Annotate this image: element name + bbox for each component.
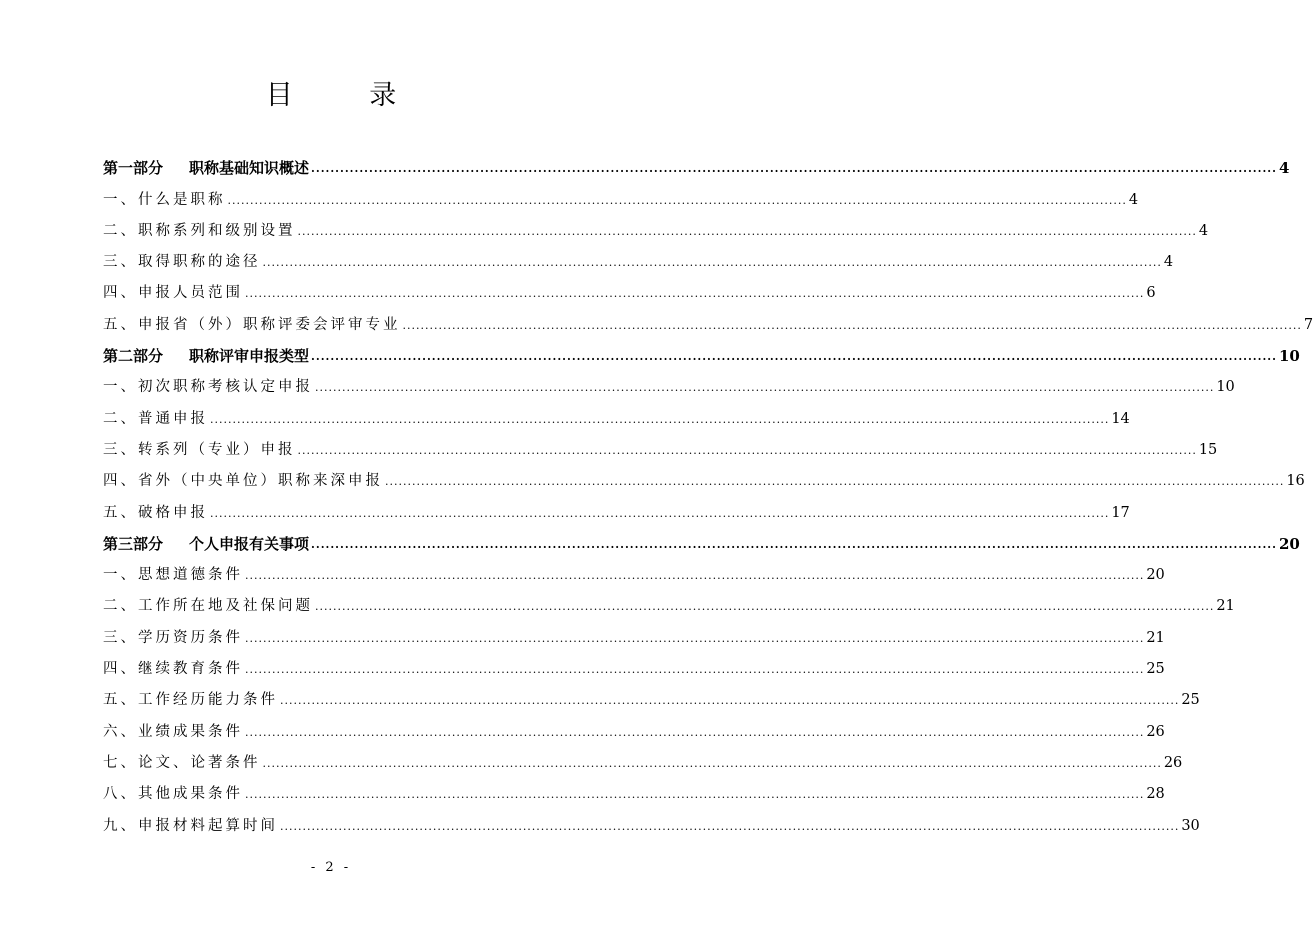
toc-item-page: 26 [1146,723,1165,740]
toc-item[interactable] [103,177,1139,208]
toc-item-label: 五、申报省（外）职称评委会评审专业 [103,316,401,333]
toc-item-label: 三、转系列（专业）申报 [103,441,296,458]
toc-section-1[interactable] [103,146,1290,178]
dot-leader: ........................................................................................................................................................................................................ [315,381,1215,395]
dot-leader: ........................................................................................................................................................................................................ [262,756,1162,770]
section-name: 个人申报有关事项 [189,534,310,553]
toc-item-label: 六、业绩成果条件 [103,723,243,740]
toc-item-label: 九、申报材料起算时间 [103,817,278,834]
dot-leader: ........................................................................................................................................................................................................ [245,569,1145,583]
toc-item[interactable] [103,647,1165,678]
toc-item-page: 7 [1303,316,1313,333]
toc-item[interactable] [103,615,1165,646]
section-name: 职称基础知识概述 [189,159,310,178]
toc-item[interactable] [103,553,1165,584]
toc-item[interactable] [103,240,1174,271]
section-part: 第三部分 [103,534,164,553]
dot-leader: ........................................................................................................................................................................................................ [245,788,1145,802]
toc-section-3[interactable] [103,522,1300,553]
dot-leader: ........................................................................................................................................................................................................ [210,506,1110,520]
toc-item-label: 五、工作经历能力条件 [103,692,278,709]
toc-item[interactable] [103,428,1218,459]
toc-item-page: 6 [1146,285,1156,302]
toc-title: 目 录 [265,80,431,111]
dot-leader: ........................................................................................................................................................................................................ [297,443,1197,457]
toc-item[interactable] [103,490,1130,521]
section-page: 10 [1278,347,1300,366]
toc-item-label: 二、职称系列和级别设置 [103,222,296,239]
dot-leader: ........................................................................................................................................................................................................ [311,350,1277,364]
toc-item-page: 4 [1198,222,1209,239]
toc-item-page: 21 [1146,629,1165,646]
toc-item[interactable] [103,741,1183,772]
toc-item-label: 三、取得职称的途径 [103,254,261,271]
toc-item-page: 10 [1216,379,1235,396]
toc-item-page: 28 [1146,786,1165,803]
dot-leader: ........................................................................................................................................................................................................ [245,725,1145,739]
toc-item[interactable] [103,365,1235,396]
toc-item-page: 17 [1111,504,1130,521]
dot-leader: ........................................................................................................................................................................................................ [402,318,1302,332]
section-page: 4 [1278,159,1290,178]
toc-item-page: 15 [1198,441,1218,458]
toc-item-page: 14 [1111,410,1130,427]
toc-item-page: 25 [1181,692,1200,709]
dot-leader: ........................................................................................................................................................................................................ [245,631,1145,645]
section-part: 第一部分 [103,159,164,178]
toc-section-2[interactable] [103,334,1300,366]
toc-item[interactable] [103,396,1130,427]
toc-item[interactable] [103,772,1165,803]
toc-item-label: 一、什么是职称 [103,191,226,208]
dot-leader: ........................................................................................................................................................................................................ [315,600,1215,614]
toc-item[interactable] [103,709,1165,740]
page-number: - 2 - [310,860,352,875]
dot-leader: ........................................................................................................................................................................................................ [280,819,1180,833]
dot-leader: ........................................................................................................................................................................................................ [227,193,1127,207]
dot-leader: ........................................................................................................................................................................................................ [262,256,1162,270]
toc-item-label: 七、论文、论著条件 [103,754,261,771]
toc-item[interactable] [103,209,1209,240]
toc-item[interactable] [103,803,1200,834]
toc-item-page: 4 [1163,254,1174,271]
toc-item-label: 四、申报人员范围 [103,285,243,302]
table-of-contents [103,146,1313,835]
toc-item-label: 四、继续教育条件 [103,661,243,678]
toc-item-page: 30 [1181,817,1200,834]
dot-leader: ........................................................................................................................................................................................................ [311,162,1277,176]
toc-item-label: 二、工作所在地及社保问题 [103,598,313,615]
toc-item-label: 四、省外（中央单位）职称来深申报 [103,473,383,490]
toc-item-label: 一、初次职称考核认定申报 [103,379,313,396]
dot-leader: ........................................................................................................................................................................................................ [280,694,1180,708]
toc-item[interactable] [103,459,1305,490]
dot-leader: ........................................................................................................................................................................................................ [311,537,1277,551]
toc-item-page: 25 [1146,661,1165,678]
section-part: 第二部分 [103,347,164,366]
toc-item-label: 五、破格申报 [103,504,208,521]
dot-leader: ........................................................................................................................................................................................................ [210,412,1110,426]
toc-item-page: 4 [1128,191,1139,208]
dot-leader: ........................................................................................................................................................................................................ [245,287,1145,301]
section-name: 职称评审申报类型 [189,347,310,366]
dot-leader: ........................................................................................................................................................................................................ [297,224,1197,238]
toc-item-page: 16 [1286,473,1305,490]
toc-item-page: 26 [1163,754,1183,771]
toc-item-label: 一、思想道德条件 [103,567,243,584]
toc-item-label: 三、学历资历条件 [103,629,243,646]
toc-item[interactable] [103,678,1200,709]
dot-leader: ........................................................................................................................................................................................................ [245,663,1145,677]
section-page: 20 [1278,534,1300,553]
toc-item-label: 八、其他成果条件 [103,786,243,803]
toc-item[interactable] [103,584,1235,615]
dot-leader: ........................................................................................................................................................................................................ [385,475,1285,489]
toc-item-label: 二、普通申报 [103,410,208,427]
toc-item[interactable] [103,271,1156,302]
toc-item[interactable] [103,302,1313,333]
toc-item-page: 21 [1216,598,1235,615]
toc-item-page: 20 [1146,567,1165,584]
